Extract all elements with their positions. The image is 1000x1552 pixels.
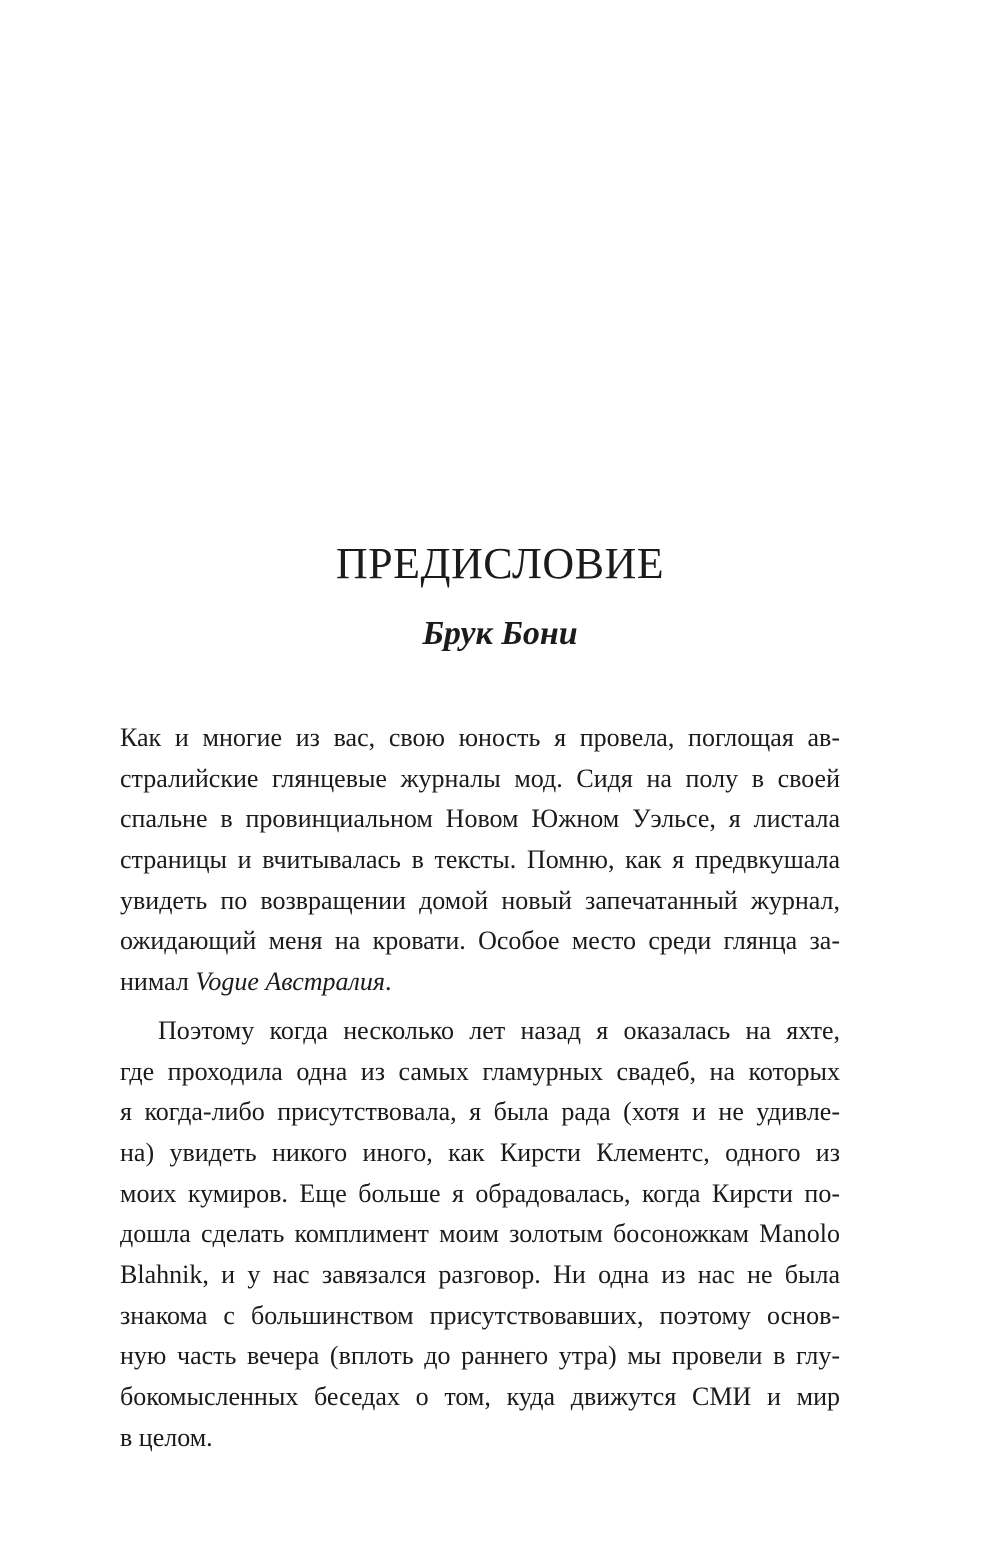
text-line: я когда-либо присутствовала, я была рада (хотя и не удивле- <box>120 1097 840 1127</box>
text-line: где проходила одна из самых гламурных свадеб, на которых <box>120 1056 840 1086</box>
text-line: моих кумиров. Еще больше я обрадовалась, когда Кирсти по- <box>120 1178 840 1208</box>
text-line: бокомысленных беседах о том, куда движутся СМИ и мир <box>120 1382 840 1411</box>
text-line-last: в целом. <box>120 1422 213 1452</box>
text-line: дошла сделать комплимент моим золотым босоножкам Manolo <box>120 1219 840 1249</box>
text-fragment: нимал <box>120 967 196 997</box>
text-line: ожидающий меня на кровати. Особое место среди глянца за- <box>120 926 840 956</box>
chapter-author: Брук Бони <box>422 615 578 652</box>
paragraph-1 <box>120 718 840 1003</box>
paragraph-2 <box>120 1011 840 1459</box>
text-fragment: . <box>384 967 392 997</box>
text-line: стралийские глянцевые журналы мод. Сидя на полу в своей <box>120 763 840 793</box>
text-line: Blahnik, и у нас завязался разговор. Ни одна из нас не была <box>120 1259 840 1289</box>
text-line: ную часть вечера (вплоть до раннего утра) мы провели в глу- <box>120 1341 840 1371</box>
text-line-last <box>120 962 840 1003</box>
text-fragment: Поэтому когда несколько лет назад я оказалась на яхте, <box>158 1015 840 1045</box>
text-line: спальне в провинциальном Новом Южном Уэльсе, я листала <box>120 804 840 834</box>
text-line <box>120 1011 840 1052</box>
text-line: страницы и вчитывалась в тексты. Помню, как я предвкушала <box>120 845 840 875</box>
text-line: на) увидеть никого иного, как Кирсти Клементс, одного из <box>120 1137 840 1167</box>
magazine-title: Vogue Австралия <box>195 967 385 997</box>
text-line: знакома с большинством присутствовавших, поэтому основ- <box>120 1300 840 1330</box>
text-line: увидеть по возвращении домой новый запечатанный журнал, <box>120 885 840 915</box>
body-text <box>120 718 840 1458</box>
text-line: Как и многие из вас, свою юность я провела, поглощая ав- <box>120 723 840 752</box>
chapter-title: ПРЕДИСЛОВИЕ <box>335 539 665 588</box>
